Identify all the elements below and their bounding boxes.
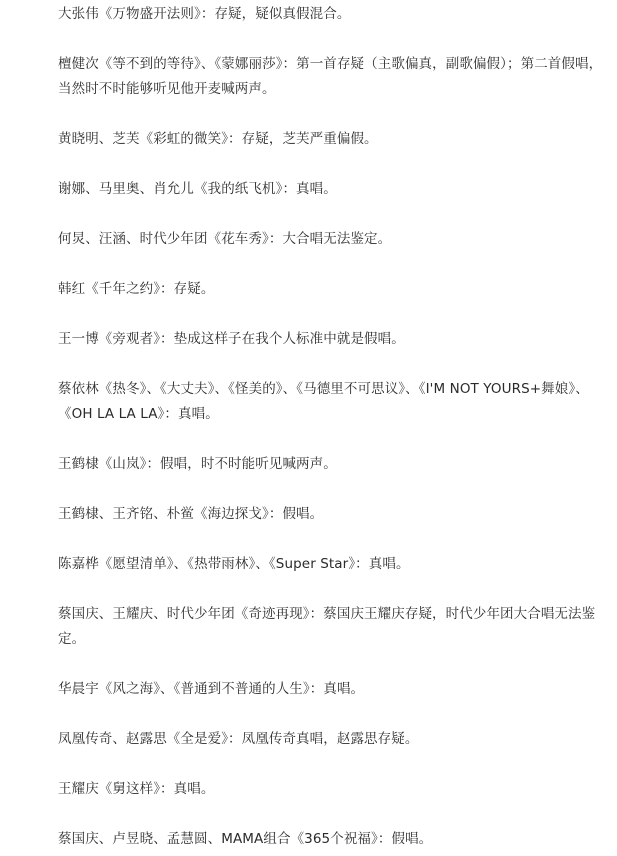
paragraph-11: 陈嘉桦《愿望清单》、《热带雨林》、《Super Star》：真唱。 (58, 556, 410, 572)
paragraph-4: 谢娜、马里奥、肖允儿《我的纸飞机》：真唱。 (58, 181, 337, 197)
paragraph-6: 韩红《千年之约》：存疑。 (58, 281, 215, 297)
paragraph-1: 大张伟《万物盛开法则》：存疑，疑似真假混合。 (58, 6, 351, 22)
paragraph-12: 蔡国庆、王耀庆、时代少年团《奇迹再现》：蔡国庆王耀庆存疑，时代少年团大合唱无法鉴定。 (58, 606, 596, 647)
paragraph-14: 凤凰传奇、赵露思《全是爱》：凤凰传奇真唱，赵露思存疑。 (58, 731, 419, 747)
paragraph-10: 王鹤棣、王齐铭、朴鲎《海边探戈》：假唱。 (58, 506, 324, 522)
paragraph-16: 蔡国庆、卢昱晓、孟慧圆、MAMA组合《365个祝福》：假唱。 (58, 831, 433, 847)
paragraph-8: 蔡依林《热冬》、《大丈夫》、《怪美的》、《马德里不可思议》、《I'M NOT YOURS+舞娘》、《OH LA LA LA》：真唱。 (58, 381, 589, 422)
paragraph-2: 檀健次《等不到的等待》、《蒙娜丽莎》：第一首存疑（主歌偏真，副歌偏假）；第二首假唱，当然时不时能够听见他开麦喊两声。 (58, 56, 603, 97)
paragraph-7: 王一博《旁观者》：垫成这样子在我个人标准中就是假唱。 (58, 331, 405, 347)
paragraph-5: 何炅、汪涵、时代少年团《花车秀》：大合唱无法鉴定。 (58, 231, 392, 247)
paragraph-9: 王鹤棣《山岚》：假唱，时不时能听见喊两声。 (58, 456, 337, 472)
paragraph-15: 王耀庆《舅这样》：真唱。 (58, 781, 215, 797)
paragraph-3: 黄晓明、芝芙《彩虹的微笑》：存疑，芝芙严重偏假。 (58, 131, 378, 147)
paragraph-13: 华晨宇《风之海》、《普通到不普通的人生》：真唱。 (58, 681, 365, 697)
